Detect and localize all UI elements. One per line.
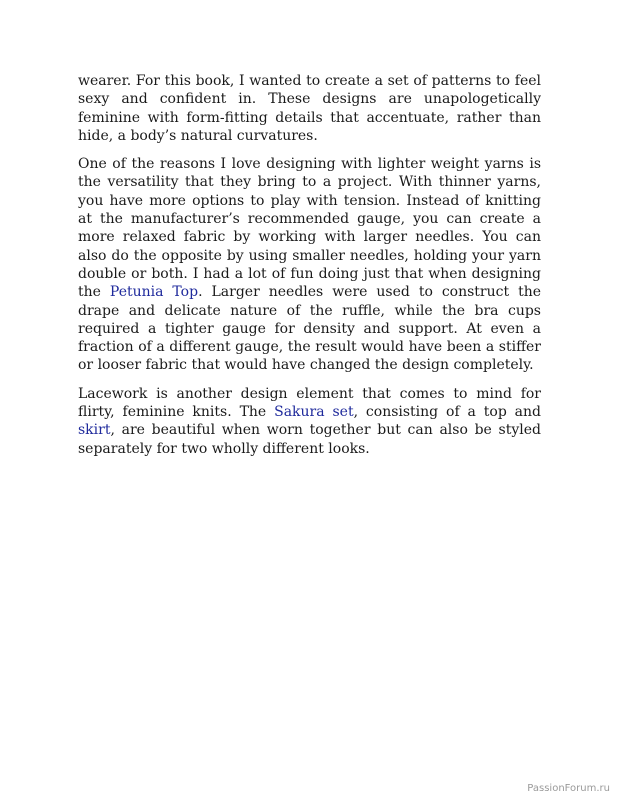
page-body [78, 72, 541, 468]
watermark: PassionForum.ru [527, 783, 610, 794]
petunia-top-link[interactable]: Petunia Top [109, 284, 199, 301]
sakura-set-link[interactable]: Sakura set [274, 404, 354, 421]
paragraph-intro [78, 72, 541, 145]
paragraph-text: . Larger needles were used to construct the drape and delicate nature of the ruffle, while the bra cups required a tighter gauge for density and support. At even a fraction of a different gauge, the result would have been a stiffer or looser fabric that would have changed the design completely. [78, 284, 541, 374]
paragraph-lacework [78, 385, 541, 458]
paragraph-yarns [78, 155, 541, 375]
skirt-link[interactable]: skirt [78, 422, 111, 439]
paragraph-text: One of the reasons I love designing with lighter weight yarns is the versatility that they bring to a project. With thinner yarns, you have more options to play with tension. Instead of knitting at the manufacturer’s recommended gauge, you can create a more relaxed fabric by working with larger needles. You can also do the opposite by using smaller needles, holding your yarn double or both. I had a lot of fun doing just that when designing the [78, 156, 541, 301]
paragraph-text: , are beautiful when worn together but can also be styled separately for two wholly different looks. [78, 422, 541, 457]
paragraph-text: , consisting of a top and [353, 404, 542, 421]
paragraph-text: Lacework is another design element that comes to mind for flirty, feminine knits. The [78, 385, 541, 421]
paragraph-text: wearer. For this book, I wanted to create a set of patterns to feel sexy and confident in. These designs are unapologetically feminine with form-fitting details that accentuate, rather than hide, a body’s natural curvatures. [78, 73, 541, 144]
